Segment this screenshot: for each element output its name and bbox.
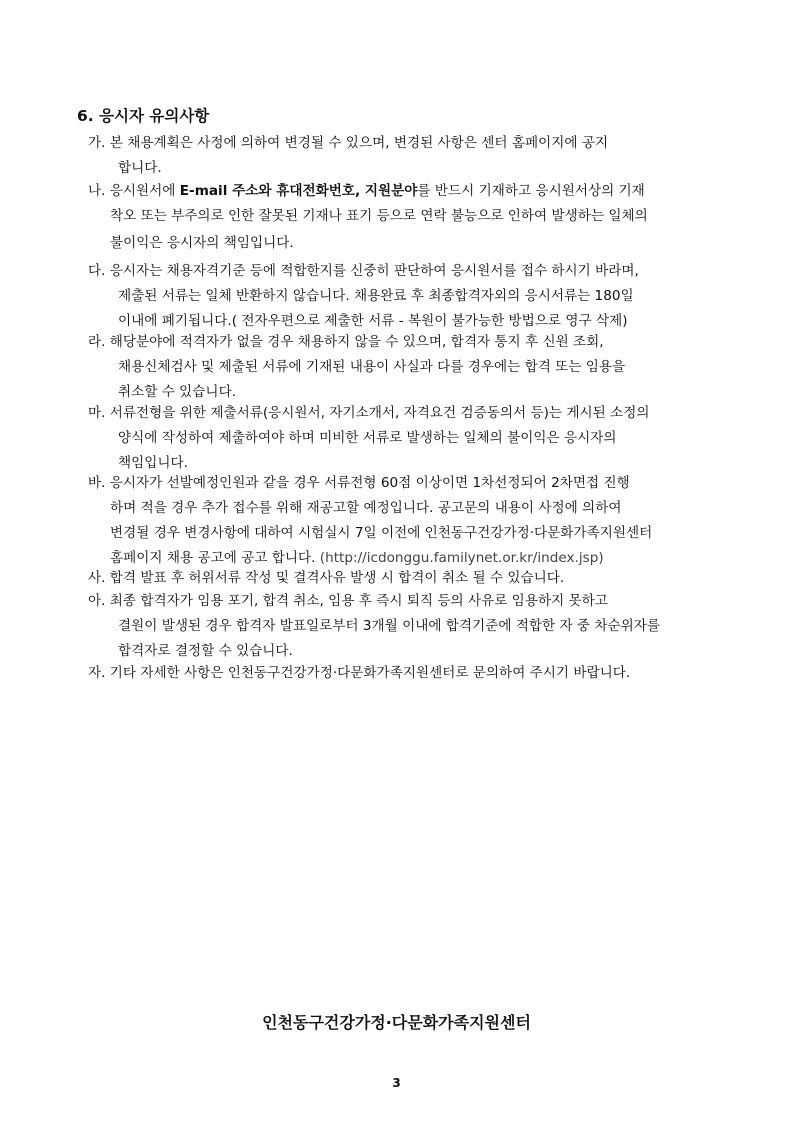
notice-line <box>88 182 645 200</box>
notice-line: 책임입니다. <box>118 455 188 471</box>
notice-line: 바. 응시자가 선발예정인원과 같을 경우 서류전형 60점 이상이면 1차선정되어 2차면접 진행 <box>88 475 630 491</box>
notice-line: 다. 응시자는 채용자격기준 등에 적합한지를 신중히 판단하여 응시원서를 접수 하시기 바라며, <box>88 263 639 279</box>
notice-line: 라. 해당분야에 적격자가 없을 경우 채용하지 않을 수 있으며, 합격자 통지 후 신원 조회, <box>88 334 604 350</box>
page-number: 3 <box>392 1076 401 1090</box>
notice-line: 착오 또는 부주의로 인한 잘못된 기재나 표기 등으로 연락 불능으로 인하여 발생하는 일체의 <box>110 208 648 224</box>
notice-line: 가. 본 채용계획은 사정에 의하여 변경될 수 있으며, 변경된 사항은 센터 홈페이지에 공지 <box>88 135 609 151</box>
notice-line: 채용신체검사 및 제출된 서류에 기재된 내용이 사실과 다를 경우에는 합격 또는 임용을 <box>118 359 626 375</box>
notice-text: 홈페이지 채용 공고에 공고 합니다. <box>110 550 320 566</box>
notice-line: 변경될 경우 변경사항에 대하여 시험실시 7일 이전에 인천동구건강가정·다문화가족지원센터 <box>110 525 653 541</box>
notice-line: 이내에 폐기됩니다.( 전자우편으로 제출한 서류 - 복원이 불가능한 방법으로 영구 삭제) <box>118 313 628 329</box>
notice-line: 결원이 발생된 경우 합격자 발표일로부터 3개월 이내에 합격기준에 적합한 자 중 차순위자를 <box>118 618 661 634</box>
notice-line: 자. 기타 자세한 사항은 인천동구건강가정·다문화가족지원센터로 문의하여 주시기 바랍니다. <box>88 665 631 681</box>
notice-line: 제출된 서류는 일체 반환하지 않습니다. 채용완료 후 최종합격자외의 응시서류는 180일 <box>118 288 634 304</box>
section-title: 6. 응시자 유의사항 <box>77 107 210 125</box>
notice-line: 합니다. <box>118 160 162 176</box>
notice-line: 취소할 수 있습니다. <box>118 384 237 400</box>
homepage-link[interactable]: (http://icdonggu.familynet.or.kr/index.jsp) <box>319 550 604 566</box>
notice-line: 하며 적을 경우 추가 접수를 위해 재공고할 예정입니다. 공고문의 내용이 사정에 의하여 <box>110 500 622 516</box>
notice-line: 사. 합격 발표 후 허위서류 작성 및 결격사유 발생 시 합격이 취소 될 수 있습니다. <box>88 570 565 586</box>
notice-line: 불이익은 응시자의 책임입니다. <box>110 235 294 251</box>
notice-bold-text: E-mail 주소와 휴대전화번호, 지원분야 <box>179 183 418 199</box>
notice-text: 를 반드시 기재하고 응시원서상의 기재 <box>417 183 645 199</box>
notice-line: 양식에 작성하여 제출하여야 하며 미비한 서류로 발생하는 일체의 불이익은 응시자의 <box>118 430 617 446</box>
notice-line: 아. 최종 합격자가 임용 포기, 합격 취소, 임용 후 즉시 퇴직 등의 사유로 임용하지 못하고 <box>88 593 608 609</box>
notice-text: 나. 응시원서에 <box>88 183 180 199</box>
footer-organization: 인천동구건강가정·다문화가족지원센터 <box>262 1013 531 1032</box>
notice-line: 마. 서류전형을 위한 제출서류(응시원서, 자기소개서, 자격요건 검증동의서 등)는 게시된 소정의 <box>88 405 650 421</box>
notice-line <box>110 549 604 567</box>
notice-line: 합격자로 결정할 수 있습니다. <box>118 643 293 659</box>
